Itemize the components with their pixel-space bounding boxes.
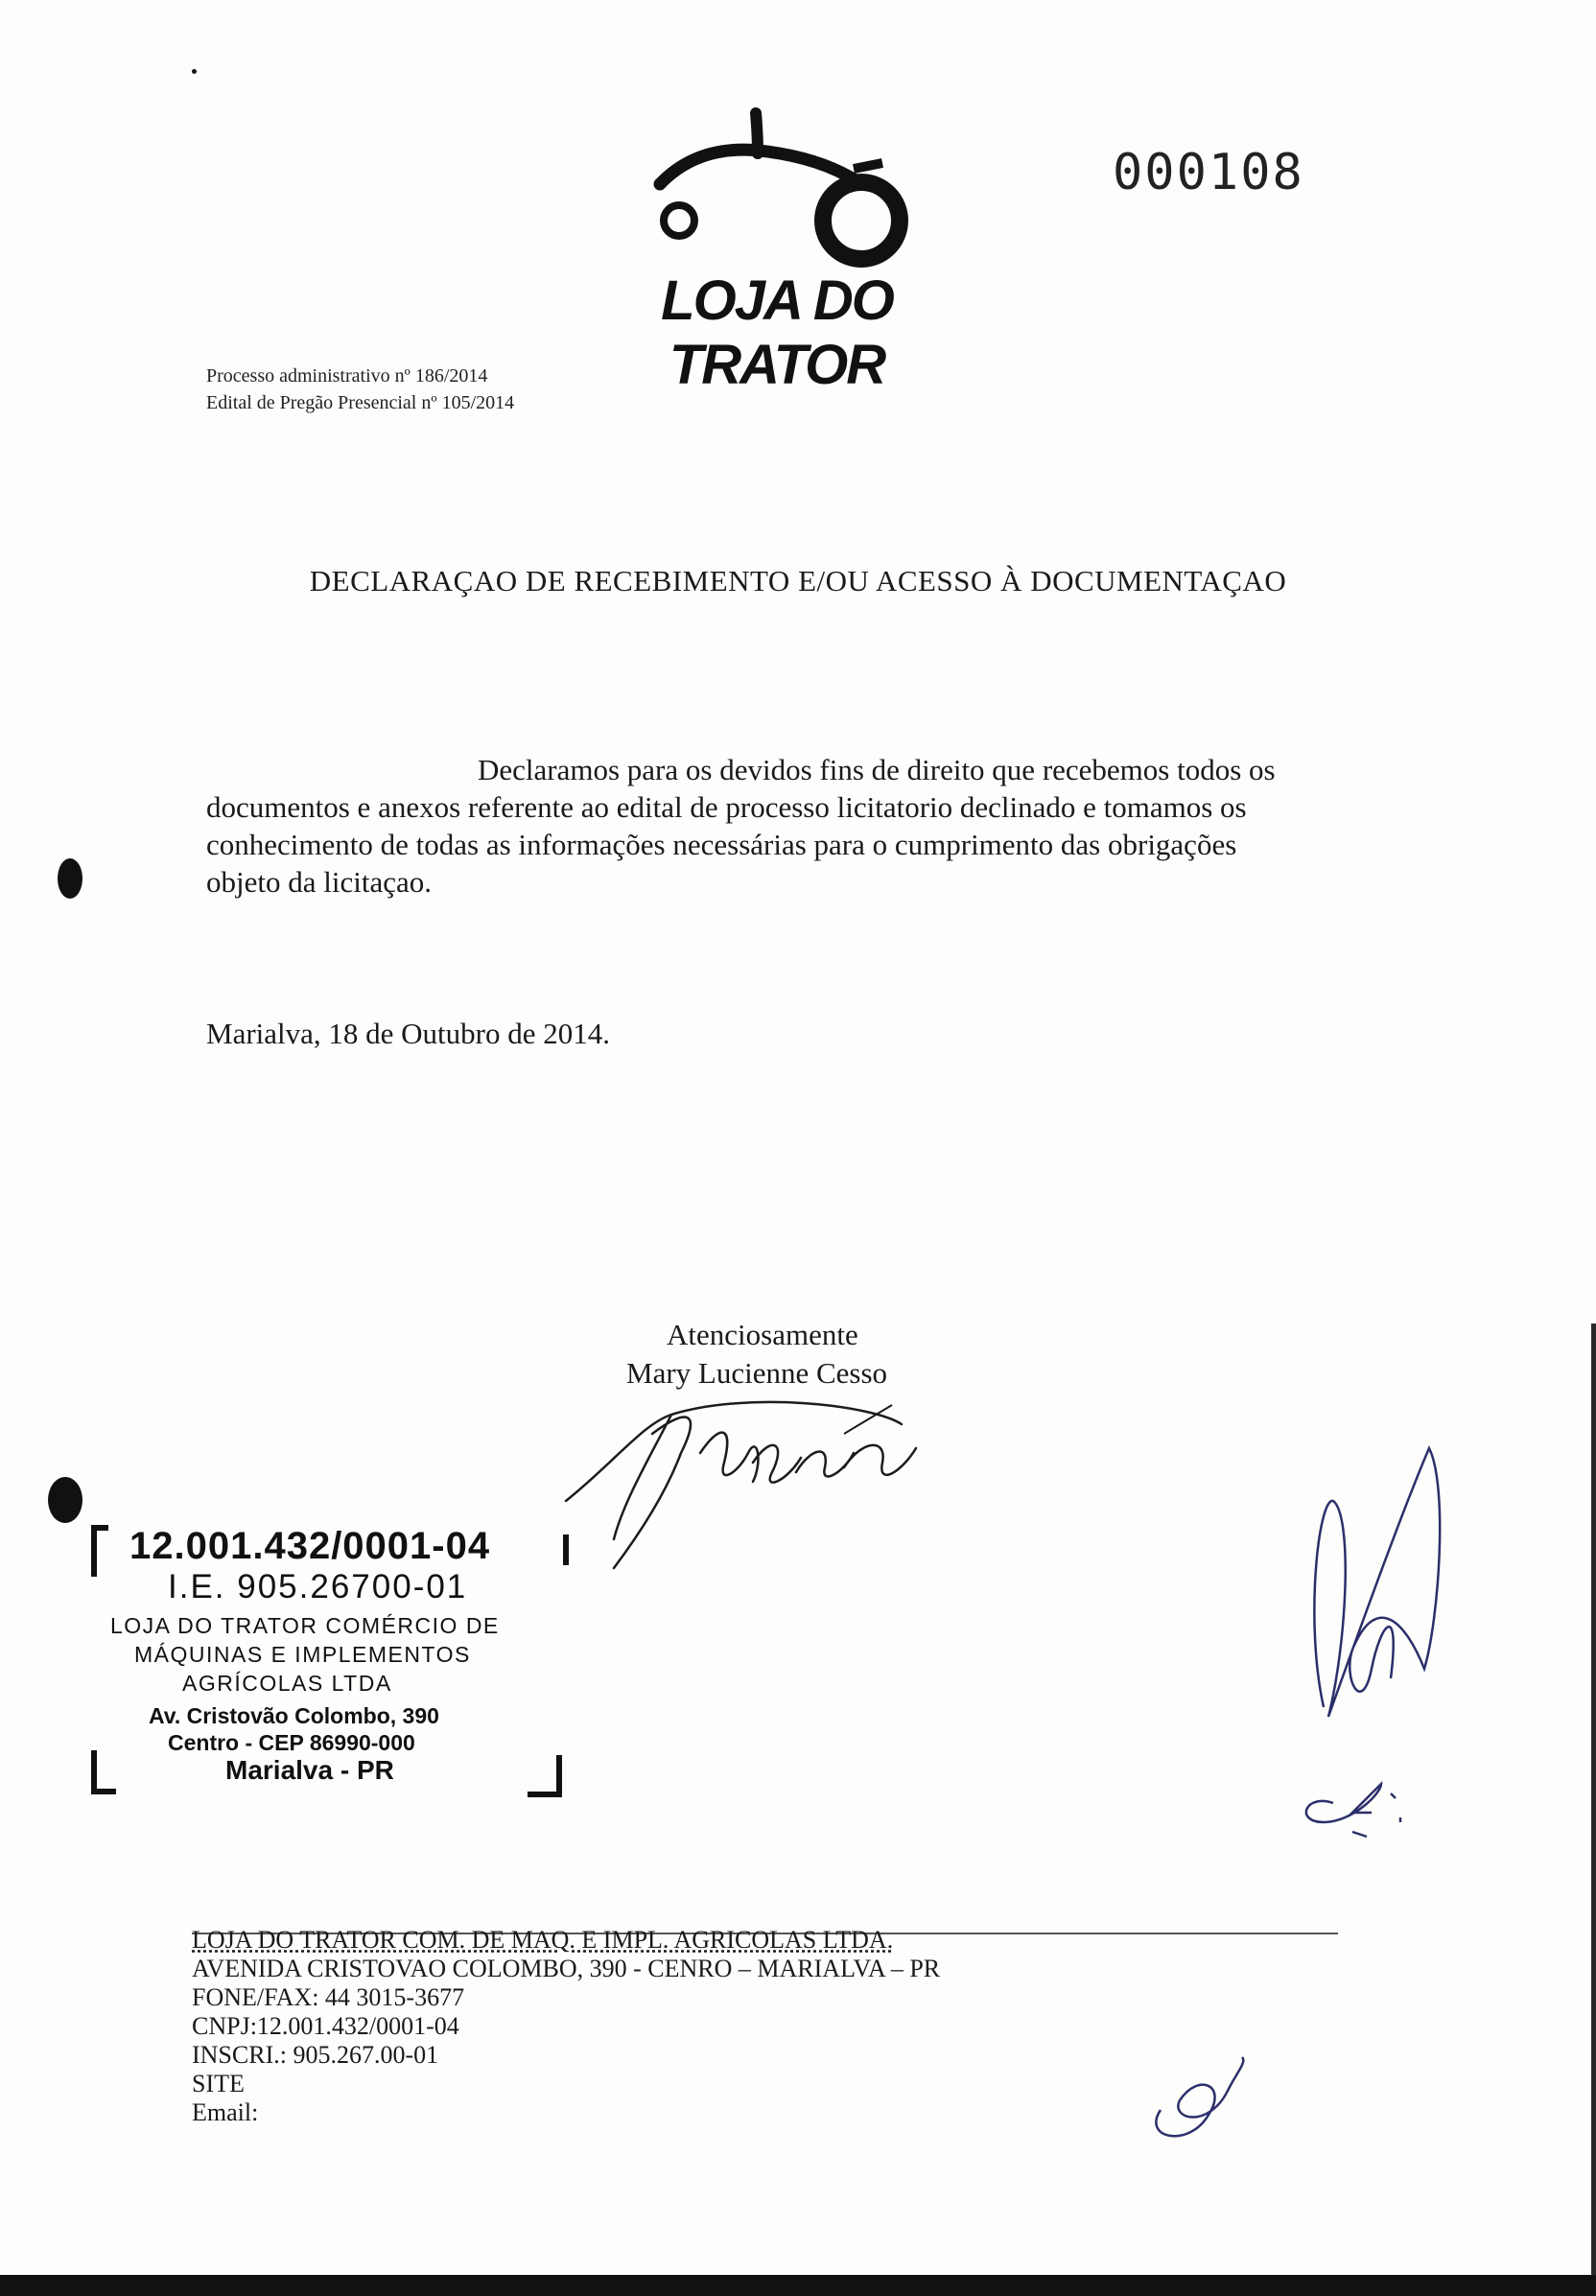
footer-phone: FONE/FAX: 44 3015-3677 bbox=[192, 1983, 465, 2011]
body-line: documentos e anexos referente ao edital de processo licitatorio declinado e tomamos os bbox=[206, 790, 1247, 824]
stamp-corner bbox=[91, 1525, 108, 1577]
footer-company: LOJA DO TRATOR COM. DE MAQ. E IMPL. AGRICOLAS LTDA. bbox=[192, 1926, 894, 1954]
stamp-line: Av. Cristovão Colombo, 390 bbox=[149, 1703, 439, 1728]
scan-bottom-edge bbox=[0, 2275, 1596, 2296]
logo-wordmark: LOJA DO TRATOR bbox=[661, 269, 893, 396]
scan-edge-shadow bbox=[1591, 1324, 1596, 2283]
body-line: Declaramos para os devidos fins de direito que recebemos todos os bbox=[478, 753, 1276, 786]
closing-block bbox=[626, 1316, 887, 1393]
stamp-ie: I.E. 905.26700-01 bbox=[168, 1568, 468, 1605]
footer-cnpj: CNPJ:12.001.432/0001-04 bbox=[192, 2012, 459, 2040]
footer-site: SITE bbox=[192, 2070, 245, 2097]
tractor-icon bbox=[614, 105, 940, 273]
stamp-line: MÁQUINAS E IMPLEMENTOS bbox=[134, 1642, 471, 1667]
company-logo bbox=[575, 105, 978, 396]
letterhead-footer bbox=[192, 1926, 940, 2127]
stamp-line: LOJA DO TRATOR COMÉRCIO DE bbox=[110, 1613, 500, 1638]
page-number: 000108 bbox=[1113, 144, 1304, 201]
initials-rubric bbox=[1209, 1429, 1515, 1880]
stamp-corner bbox=[553, 1535, 569, 1565]
footer-address: AVENIDA CRISTOVAO COLOMBO, 390 - CENRO – MARIALVA – PR bbox=[192, 1955, 941, 1982]
stamp-line: AGRÍCOLAS LTDA bbox=[182, 1671, 392, 1696]
punch-hole-dot bbox=[58, 858, 82, 899]
footer-inscricao: INSCRI.: 905.267.00-01 bbox=[192, 2041, 439, 2069]
body-line: objeto da licitaçao. bbox=[206, 865, 432, 899]
stamp-corner bbox=[91, 1750, 116, 1794]
company-cnpj-stamp bbox=[91, 1525, 590, 1813]
edital-reference: Edital de Pregão Presencial nº 105/2014 bbox=[206, 392, 515, 413]
punch-hole-dot bbox=[48, 1477, 82, 1523]
stamp-line: Centro - CEP 86990-000 bbox=[168, 1730, 415, 1755]
handwritten-signature bbox=[556, 1395, 940, 1578]
stamp-line: Marialva - PR bbox=[225, 1755, 394, 1785]
signatory-name: Mary Lucienne Cesso bbox=[626, 1356, 888, 1390]
process-reference: Processo administrativo nº 186/2014 bbox=[206, 365, 488, 387]
header-references bbox=[206, 363, 514, 416]
speck-dot bbox=[192, 69, 197, 74]
declaration-body bbox=[206, 751, 1362, 901]
stamp-cnpj: 12.001.432/0001-04 bbox=[129, 1525, 491, 1567]
body-line: conhecimento de todas as informações necessárias para o cumprimento das obrigações bbox=[206, 828, 1237, 861]
date-location: Marialva, 18 de Outubro de 2014. bbox=[206, 1017, 610, 1050]
closing-greeting: Atenciosamente bbox=[667, 1318, 858, 1351]
document-title: DECLARAÇAO DE RECEBIMENTO E/OU ACESSO À DOCUMENTAÇAO bbox=[309, 564, 1287, 597]
bottom-rubric bbox=[1141, 2033, 1256, 2148]
footer-email: Email: bbox=[192, 2098, 259, 2126]
stamp-corner bbox=[528, 1755, 562, 1797]
